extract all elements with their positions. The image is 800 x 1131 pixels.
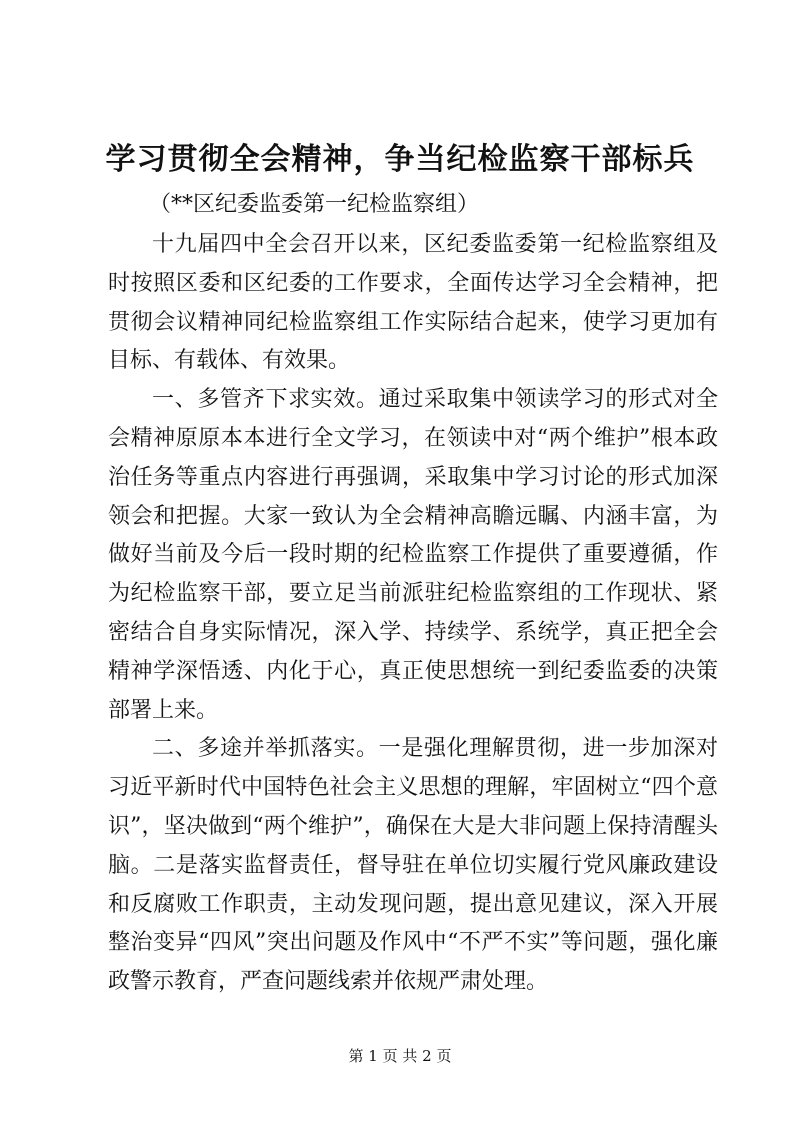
paragraph-section-one: 一、多管齐下求实效。通过采取集中领读学习的形式对全会精神原原本本进行全文学习，在领读中对“两个维护”根本政治任务等重点内容进行再强调，采取集中学习讨论的形式加深领会和把握。大家一致认为全会精神高瞻远瞩、内涵丰富，为做好当前及今后一段时期的纪检监察工作提供了重要遵循，作为纪检监察干部，要立足当前派驻纪检监察组的工作现状、紧密结合自身实际情况，深入学、持续学、系统学，真正把全会精神学深悟透、内化于心，真正使思想统一到纪委监委的决策部署上来。: [108, 387, 718, 723]
document-subtitle: （**区纪委监委第一纪检监察组）: [149, 192, 480, 217]
document-body: [108, 226, 718, 1002]
document-title: 学习贯彻全会精神，争当纪检监察干部标兵: [105, 142, 695, 177]
paragraph-intro: 十九届四中全会召开以来，区纪委监委第一纪检监察组及时按照区委和区纪委的工作要求，全面传达学习全会精神，把贯彻会议精神同纪检监察组工作实际结合起来，使学习更加有目标、有载体、有效果。: [108, 232, 718, 374]
page-number-footer: 第 1 页 共 2 页: [348, 1047, 452, 1065]
paragraph-section-two: 二、多途并举抓落实。一是强化理解贯彻，进一步加深对习近平新时代中国特色社会主义思想的理解，牢固树立“四个意识”，坚决做到“两个维护”，确保在大是大非问题上保持清醒头脑。二是落实监督责任，督导驻在单位切实履行党风廉政建设和反腐败工作职责，主动发现问题，提出意见建议，深入开展整治变异“四风”突出问题及作风中“不严不实”等问题，强化廉政警示教育，严查问题线索并依规严肃处理。: [108, 736, 718, 995]
